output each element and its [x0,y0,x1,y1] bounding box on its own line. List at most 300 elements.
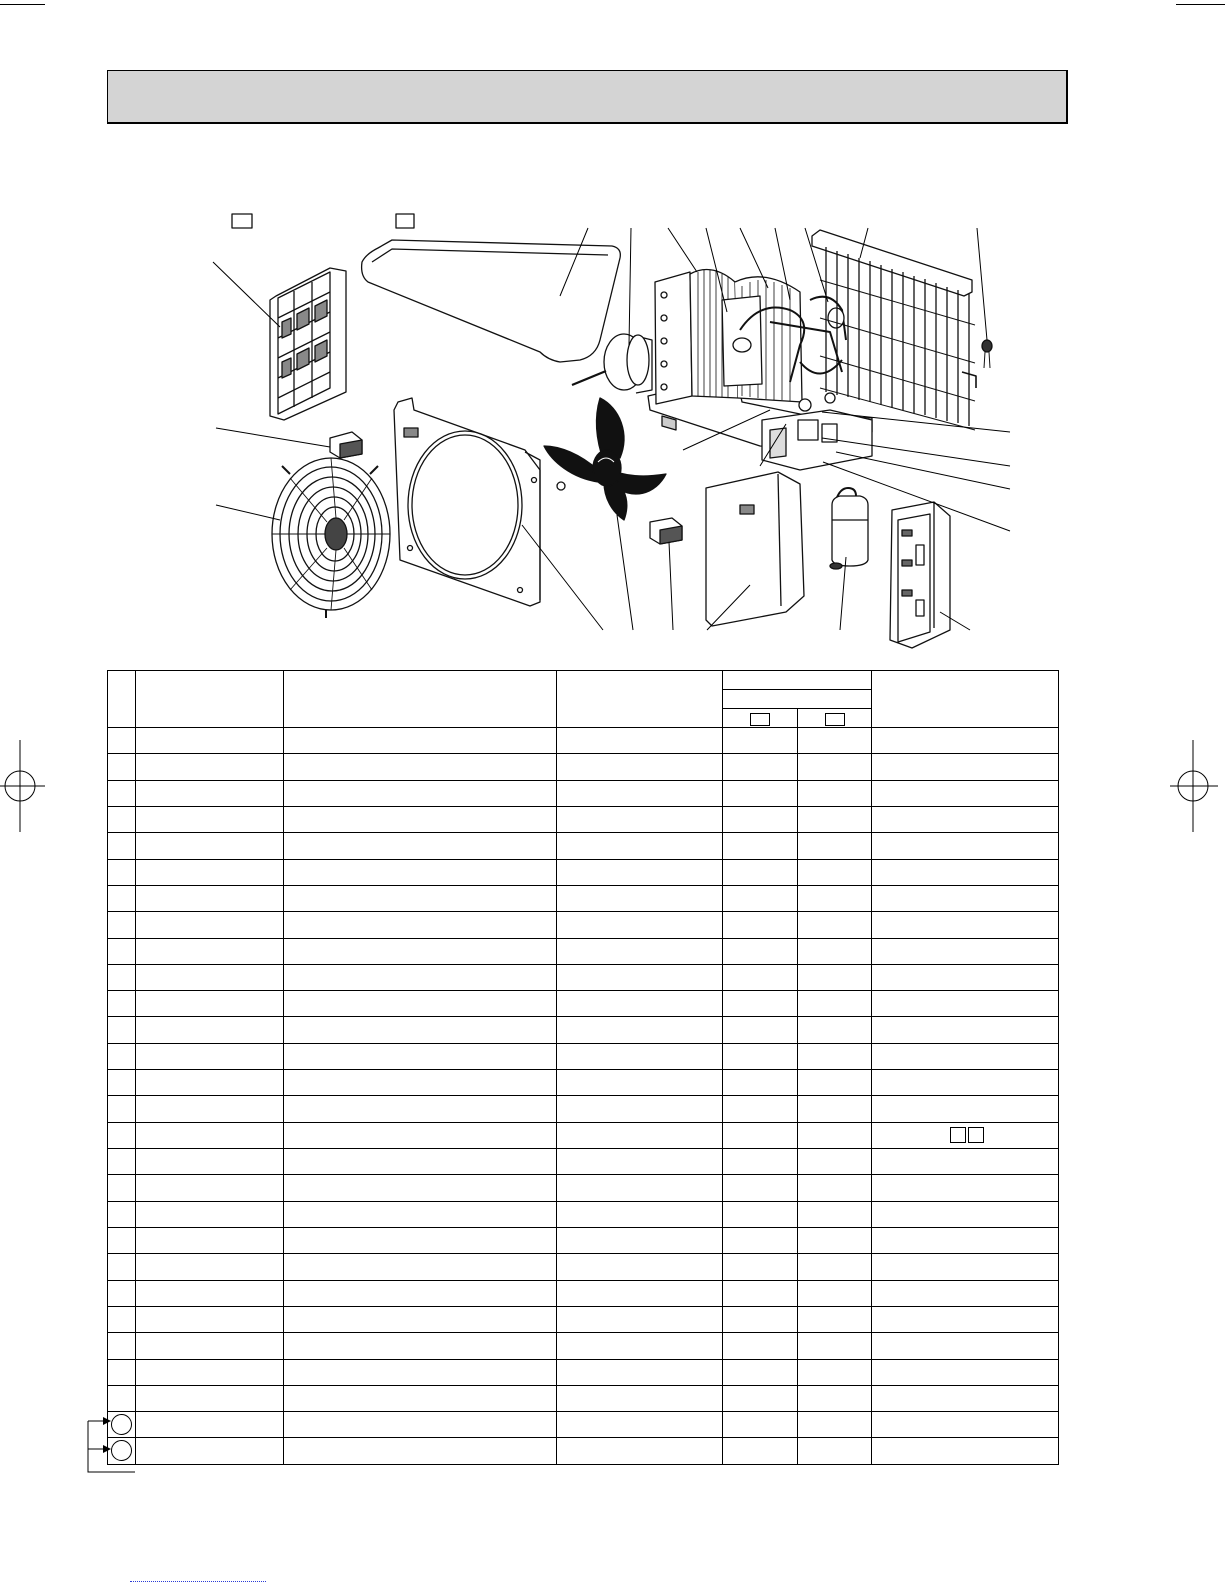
cell-qty-b [798,1280,872,1306]
cell-text [284,1444,287,1458]
cell-qty-a [723,1122,798,1148]
cell-part-name [284,806,557,832]
cell-qty-a [723,1227,798,1253]
cell-remarks [872,806,1059,832]
cell-text [136,1234,139,1248]
cell-text [872,1128,875,1142]
cell-qty-b [798,754,872,780]
cell-text [284,1313,287,1327]
cell-text [284,1260,287,1274]
cell-text [557,1102,560,1116]
cell-qty-a [723,1096,798,1122]
cell-qty-a [723,1359,798,1385]
cell-part-name [284,1385,557,1411]
propeller-fan [544,398,666,520]
cell-part-name [284,1280,557,1306]
cell-text [723,918,726,932]
cell-text [723,1444,726,1458]
crop-mark-top-left [0,4,45,5]
table-row [108,938,1059,964]
box-icon [825,713,845,726]
cell-qty-b [798,1412,872,1438]
cell-part-no [136,1359,284,1385]
cell-text [108,1155,111,1169]
cell-text [136,839,139,853]
cell-symbol [557,1385,723,1411]
cell-text [557,1234,560,1248]
cell-qty-a [723,1333,798,1359]
cell-text [136,1049,139,1063]
cell-text [284,1365,287,1379]
cell-text [723,865,726,879]
electrical-box [890,502,950,648]
registration-mark-right [1168,740,1218,832]
table-row [108,1254,1059,1280]
cell-part-no [136,1306,284,1332]
cell-text [872,1234,875,1248]
cell-text [723,892,726,906]
thermistor [982,340,992,368]
cell-text [723,1339,726,1353]
cell-remarks [872,1385,1059,1411]
cell-part-no [136,964,284,990]
cell-text [798,734,801,748]
cell-text [798,1339,801,1353]
cell-text [798,1181,801,1195]
cell-remarks [872,728,1059,754]
cell-no [108,1017,136,1043]
cell-part-no [136,1254,284,1280]
cell-symbol [557,1070,723,1096]
cell-symbol [557,1438,723,1464]
cell-text [723,813,726,827]
cell-text [723,1418,726,1432]
table-row [108,1175,1059,1201]
cell-part-name [284,1201,557,1227]
header-symbol [557,671,723,728]
cell-no [108,1227,136,1253]
cell-remarks [872,1227,1059,1253]
cell-no [108,938,136,964]
cell-remarks [872,1438,1059,1464]
cell-qty-a [723,1043,798,1069]
cell-qty-b [798,1175,872,1201]
cell-qty-a [723,991,798,1017]
cell-no [108,912,136,938]
cell-text [136,1391,139,1405]
cell-no [108,1070,136,1096]
cell-qty-a [723,1175,798,1201]
cell-text [723,1181,726,1195]
cell-no [108,1280,136,1306]
fan-guard [272,458,390,618]
cell-remarks [872,1096,1059,1122]
cell-part-no [136,833,284,859]
cell-text [557,944,560,958]
box-icon [750,713,770,726]
cell-text [557,813,560,827]
cell-symbol [557,754,723,780]
cell-remarks [872,1122,1059,1148]
table-row [108,859,1059,885]
cell-text [798,1444,801,1458]
cell-text [872,1313,875,1327]
cell-text [108,760,111,774]
bottom-link-underline [130,1581,266,1582]
cell-text [557,1076,560,1090]
table-row [108,1333,1059,1359]
cell-qty-b [798,1254,872,1280]
cell-part-name [284,912,557,938]
cell-text [557,918,560,932]
cell-qty-a [723,1017,798,1043]
table-row [108,728,1059,754]
table-row [108,1122,1059,1148]
cell-text [557,1155,560,1169]
cell-text [136,1076,139,1090]
cell-part-no [136,1175,284,1201]
cell-symbol [557,912,723,938]
cell-part-no [136,806,284,832]
cell-remarks [872,885,1059,911]
cell-text [108,865,111,879]
cell-text [557,865,560,879]
table-row [108,1306,1059,1332]
cell-part-no [136,1096,284,1122]
cell-qty-b [798,1227,872,1253]
cell-part-name [284,1254,557,1280]
cell-text [136,1260,139,1274]
cell-remarks [872,780,1059,806]
cell-text [872,813,875,827]
cell-remarks [872,1333,1059,1359]
cell-part-name [284,1175,557,1201]
cell-qty-a [723,780,798,806]
cell-symbol [557,833,723,859]
cell-text [872,997,875,1011]
rubber-block [330,432,362,458]
cell-part-no [136,1438,284,1464]
cell-no [108,964,136,990]
cell-qty-a [723,1306,798,1332]
cell-symbol [557,1149,723,1175]
cell-part-name [284,1359,557,1385]
cell-text [798,1102,801,1116]
cell-qty-b [798,1149,872,1175]
cell-text [284,1286,287,1300]
cell-part-no [136,885,284,911]
cell-text [108,918,111,932]
cell-symbol [557,1333,723,1359]
cell-part-name [284,754,557,780]
cell-qty-b [798,1333,872,1359]
cell-text [108,1128,111,1142]
cell-part-no [136,728,284,754]
cell-remarks [872,1017,1059,1043]
cell-part-name [284,1333,557,1359]
cell-text [136,970,139,984]
cell-text [284,1128,287,1142]
cell-text [872,865,875,879]
cell-text [798,1049,801,1063]
cell-text [723,1155,726,1169]
cell-text [108,1260,111,1274]
header-part-no [136,671,284,728]
cell-qty-a [723,806,798,832]
cell-part-name [284,1017,557,1043]
cell-remarks [872,1043,1059,1069]
cell-no [108,1149,136,1175]
cell-text [108,1286,111,1300]
cell-remarks [872,1254,1059,1280]
cell-remarks [872,964,1059,990]
cell-text [798,1391,801,1405]
cell-text [723,839,726,853]
table-row [108,754,1059,780]
cell-text [723,760,726,774]
cell-part-no [136,1122,284,1148]
cell-text [798,1207,801,1221]
cell-qty-a [723,885,798,911]
cell-text [557,1444,560,1458]
cell-text [557,839,560,853]
cell-text [872,734,875,748]
cell-part-name [284,1149,557,1175]
cell-no [108,1122,136,1148]
cell-text [136,1023,139,1037]
cell-part-name [284,1306,557,1332]
side-grille-panel [270,268,346,420]
table-row [108,1096,1059,1122]
cell-text [284,1234,287,1248]
cell-part-no [136,780,284,806]
cell-text [557,892,560,906]
cell-text [136,892,139,906]
cell-part-no [136,1333,284,1359]
cell-text [108,970,111,984]
cell-qty-b [798,1306,872,1332]
cell-qty-b [798,1070,872,1096]
rear-guard [812,230,976,430]
cell-symbol [557,1306,723,1332]
cell-qty-b [798,991,872,1017]
cell-text [284,1076,287,1090]
cell-qty-a [723,1201,798,1227]
cell-text [108,1076,111,1090]
cell-symbol [557,780,723,806]
table-row [108,1017,1059,1043]
header-qty-col-b [798,709,872,728]
cell-text [108,839,111,853]
cell-text [872,1444,875,1458]
cell-text [108,1023,111,1037]
cell-text [723,1102,726,1116]
cell-text [557,1049,560,1063]
cell-text [284,865,287,879]
cell-qty-a [723,859,798,885]
cell-text [284,1155,287,1169]
cell-qty-b [798,1096,872,1122]
cell-no [108,806,136,832]
cell-text [108,1339,111,1353]
cell-no [108,1306,136,1332]
cell-part-no [136,1280,284,1306]
cell-text [798,892,801,906]
cell-text [108,1181,111,1195]
cell-text [798,1365,801,1379]
header-qty-subgroup [723,690,872,709]
header-qty-col-a [723,709,798,728]
cell-text [108,734,111,748]
cell-text [723,1076,726,1090]
cell-no [108,1175,136,1201]
header-no [108,671,136,728]
cell-text [284,1102,287,1116]
cell-text [284,1023,287,1037]
cell-no [108,1043,136,1069]
cell-text [723,944,726,958]
cell-remarks [872,1070,1059,1096]
cell-text [872,1102,875,1116]
cell-text [723,1128,726,1142]
cell-text [723,1313,726,1327]
cell-qty-b [798,1438,872,1464]
cell-qty-b [798,1385,872,1411]
cell-no [108,1201,136,1227]
table-row [108,964,1059,990]
cell-text [872,1286,875,1300]
cell-remarks [872,912,1059,938]
cell-text [108,997,111,1011]
table-row [108,833,1059,859]
cell-part-name [284,1122,557,1148]
cell-no [108,1359,136,1385]
cell-text [557,1286,560,1300]
cell-part-no [136,1412,284,1438]
registration-mark-left [0,740,46,832]
cell-qty-b [798,806,872,832]
cell-text [557,760,560,774]
row-bracket-arrows [80,1410,140,1480]
cell-text [723,1207,726,1221]
front-panel [394,398,540,606]
cell-part-no [136,938,284,964]
cell-part-no [136,1149,284,1175]
cell-text [798,970,801,984]
cell-qty-b [798,1359,872,1385]
cell-text [557,1339,560,1353]
cell-text [872,970,875,984]
box-icon [968,1127,984,1143]
cell-symbol [557,728,723,754]
cell-remarks [872,859,1059,885]
cell-text [798,813,801,827]
cell-text [557,734,560,748]
cell-text [284,918,287,932]
cell-part-no [136,912,284,938]
cell-text [798,997,801,1011]
cell-text [108,1365,111,1379]
cell-remarks [872,1359,1059,1385]
cell-qty-a [723,1438,798,1464]
cell-text [872,786,875,800]
cell-text [798,1076,801,1090]
cell-text [284,1207,287,1221]
table-row [108,1359,1059,1385]
cell-part-name [284,1070,557,1096]
cell-text [798,1286,801,1300]
cell-part-no [136,1201,284,1227]
cell-text [136,1365,139,1379]
cell-part-name [284,859,557,885]
cell-text [798,1260,801,1274]
cell-text [798,1418,801,1432]
cell-symbol [557,1096,723,1122]
cell-text [557,1181,560,1195]
cell-text [284,997,287,1011]
cell-remarks [872,1306,1059,1332]
cell-qty-b [798,1122,872,1148]
cell-text [284,813,287,827]
cell-part-name [284,1438,557,1464]
cell-text [136,1286,139,1300]
cell-text [798,760,801,774]
cell-qty-b [798,912,872,938]
cell-remarks [872,833,1059,859]
cell-qty-a [723,728,798,754]
cell-part-no [136,859,284,885]
cell-text [557,1260,560,1274]
cell-text [557,1128,560,1142]
cell-text [136,1155,139,1169]
cell-text [108,1234,111,1248]
cell-text [557,1313,560,1327]
cell-no [108,1096,136,1122]
cell-part-no [136,1385,284,1411]
cell-text [723,1286,726,1300]
cell-qty-a [723,833,798,859]
cell-symbol [557,1359,723,1385]
cell-text [723,1234,726,1248]
cell-text [872,1260,875,1274]
cell-qty-a [723,1412,798,1438]
cell-symbol [557,885,723,911]
cell-text [136,944,139,958]
cell-remarks [872,1280,1059,1306]
cell-text [872,1418,875,1432]
cell-qty-b [798,780,872,806]
cell-qty-b [798,728,872,754]
cell-part-name [284,1043,557,1069]
cell-no [108,728,136,754]
cell-no [108,1385,136,1411]
cell-text [798,1023,801,1037]
cell-text [108,1313,111,1327]
cell-part-name [284,1227,557,1253]
cell-text [798,944,801,958]
table-row [108,1438,1059,1464]
cell-symbol [557,1043,723,1069]
cell-no [108,754,136,780]
cell-qty-a [723,1149,798,1175]
cell-part-no [136,991,284,1017]
header-part-name [284,671,557,728]
table-row [108,885,1059,911]
table-row [108,1201,1059,1227]
table-row [108,1385,1059,1411]
cell-remarks [872,754,1059,780]
cell-text [872,944,875,958]
